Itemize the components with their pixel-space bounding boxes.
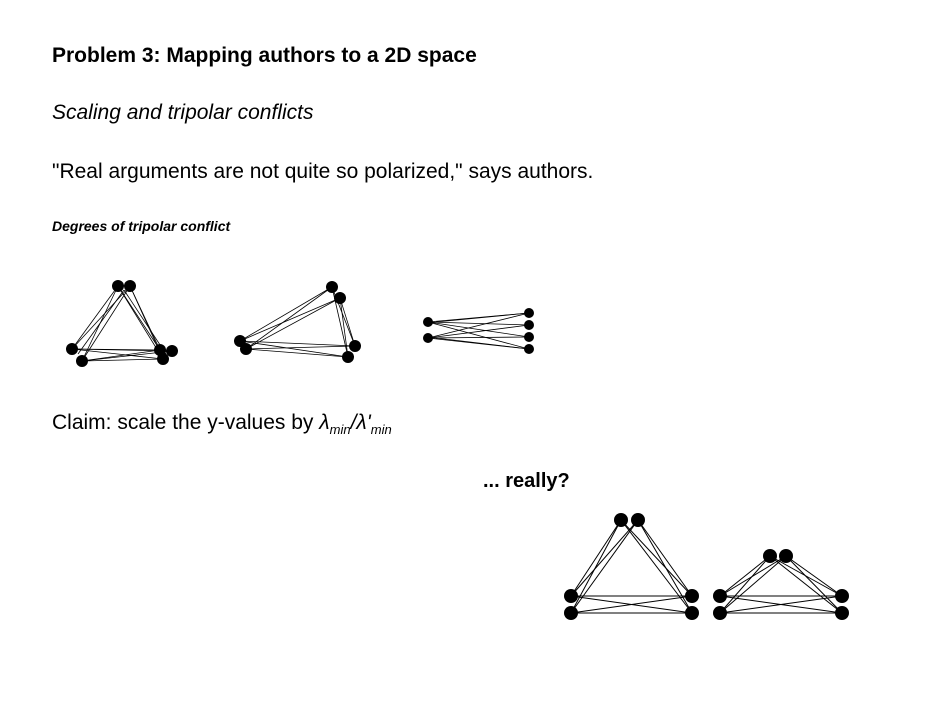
graph-skewed-triangle [234,281,361,363]
claim-prefix: Claim: scale the y-values by [52,411,320,434]
lambda-prime-symbol: λ' [356,411,371,434]
degrees-label: Degrees of tripolar conflict [52,218,231,234]
graph-balanced-triangle [66,280,178,367]
quote-text: "Real arguments are not quite so polarized," says authors. [52,160,594,183]
graph-flattened [423,308,534,354]
slide-title: Problem 3: Mapping authors to a 2D space [52,44,477,67]
graph-bottom-right [713,549,849,620]
graph-bottom-left [564,513,699,620]
really-text: ... really? [483,470,570,492]
claim-separator: / [350,411,357,434]
slide-subtitle: Scaling and tripolar conflicts [52,101,314,124]
lambda-subscript: min [329,422,351,437]
lambda-symbol: λ [319,411,330,434]
lambda-prime-subscript: min [370,422,392,437]
